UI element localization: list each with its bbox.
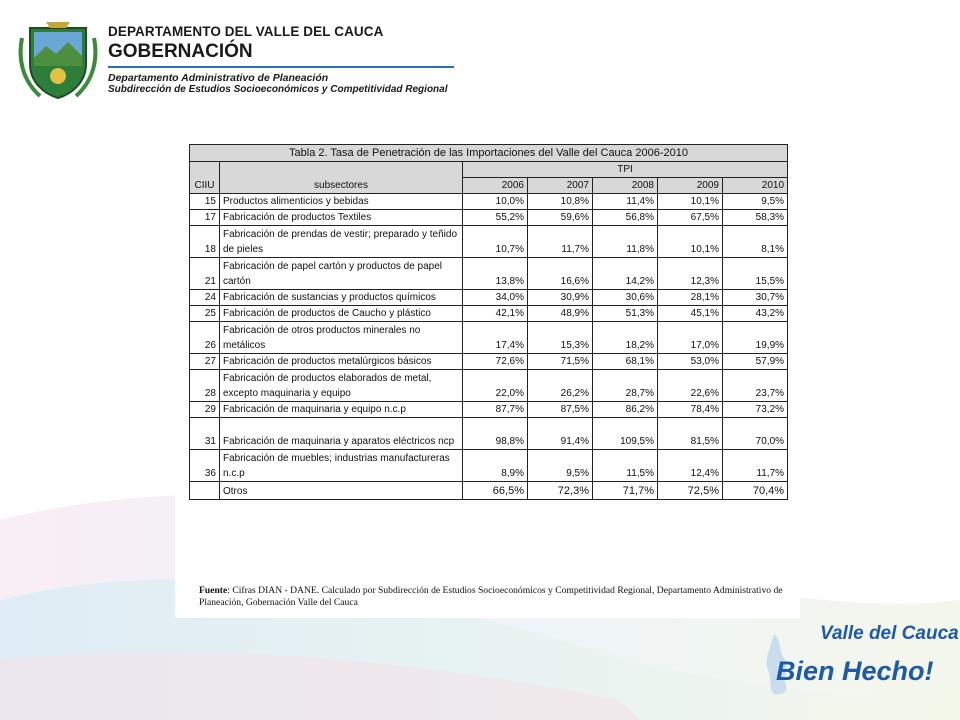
- table-panel: [175, 130, 800, 618]
- cell-value: 72,6%: [463, 354, 528, 370]
- cell-value: 9,5%: [723, 194, 788, 210]
- cell-value: 34,0%: [463, 290, 528, 306]
- cell-value: 16,6%: [528, 258, 593, 290]
- cell-value: 51,3%: [593, 306, 658, 322]
- cell-ciiu: 31: [190, 418, 220, 450]
- cell-value: 98,8%: [463, 418, 528, 450]
- cell-value: 23,7%: [723, 370, 788, 402]
- table-row: [190, 402, 788, 418]
- cell-subsector: Fabricación de papel cartón y productos de papel cartón: [220, 258, 463, 290]
- column-group-tpi: TPI: [463, 162, 788, 178]
- cell-subsector: Fabricación de maquinaria y aparatos eléctricos ncp: [220, 418, 463, 450]
- cell-ciiu: 27: [190, 354, 220, 370]
- cell-value: 17,4%: [463, 322, 528, 354]
- coat-of-arms-logo: [16, 18, 100, 102]
- cell-value: 10,1%: [658, 194, 723, 210]
- cell-subsector: Fabricación de prendas de vestir; preparado y teñido de pieles: [220, 226, 463, 258]
- cell-value: 57,9%: [723, 354, 788, 370]
- cell-value: 10,0%: [463, 194, 528, 210]
- cell-value: 30,7%: [723, 290, 788, 306]
- cell-value: 9,5%: [528, 450, 593, 482]
- cell-value: 81,5%: [658, 418, 723, 450]
- cell-value: 48,9%: [528, 306, 593, 322]
- cell-subsector: Fabricación de productos Textiles: [220, 210, 463, 226]
- cell-ciiu: 17: [190, 210, 220, 226]
- table-row: [190, 306, 788, 322]
- cell-subsector: Fabricación de productos metalúrgicos básicos: [220, 354, 463, 370]
- column-header-ciiu: CIIU: [190, 162, 220, 194]
- government-title: GOBERNACIÓN: [108, 41, 253, 62]
- cell-subsector: Otros: [220, 482, 463, 500]
- table-row: [190, 210, 788, 226]
- source-label: Fuente: [199, 585, 228, 596]
- cell-value: 15,5%: [723, 258, 788, 290]
- cell-ciiu: 18: [190, 226, 220, 258]
- cell-value: 59,6%: [528, 210, 593, 226]
- cell-subsector: Productos alimenticios y bebidas: [220, 194, 463, 210]
- cell-ciiu: 21: [190, 258, 220, 290]
- cell-subsector: Fabricación de sustancias y productos químicos: [220, 290, 463, 306]
- cell-value: 70,4%: [723, 482, 788, 500]
- cell-value: 56,8%: [593, 210, 658, 226]
- cell-ciiu: 24: [190, 290, 220, 306]
- cell-value: 71,5%: [528, 354, 593, 370]
- cell-value: 55,2%: [463, 210, 528, 226]
- cell-value: 30,9%: [528, 290, 593, 306]
- table-row: [190, 450, 788, 482]
- cell-subsector: Fabricación de productos elaborados de metal, excepto maquinaria y equipo: [220, 370, 463, 402]
- cell-value: 70,0%: [723, 418, 788, 450]
- header-divider: [108, 66, 454, 68]
- cell-value: 11,7%: [528, 226, 593, 258]
- cell-value: 22,6%: [658, 370, 723, 402]
- table-row: [190, 354, 788, 370]
- cell-ciiu: 36: [190, 450, 220, 482]
- planning-department: Departamento Administrativo de Planeación: [108, 72, 329, 84]
- cell-ciiu: 15: [190, 194, 220, 210]
- cell-value: 43,2%: [723, 306, 788, 322]
- cell-value: 10,7%: [463, 226, 528, 258]
- table-row: [190, 258, 788, 290]
- cell-value: 15,3%: [528, 322, 593, 354]
- cell-value: 8,9%: [463, 450, 528, 482]
- cell-ciiu: 25: [190, 306, 220, 322]
- cell-value: 87,5%: [528, 402, 593, 418]
- cell-value: 18,2%: [593, 322, 658, 354]
- subdirectorate: Subdirección de Estudios Socioeconómicos y Competitividad Regional: [108, 84, 448, 95]
- cell-value: 66,5%: [463, 482, 528, 500]
- brand-slogan: Bien Hecho!: [776, 656, 934, 686]
- cell-value: 12,4%: [658, 450, 723, 482]
- cell-value: 10,8%: [528, 194, 593, 210]
- cell-value: 11,7%: [723, 450, 788, 482]
- cell-value: 14,2%: [593, 258, 658, 290]
- cell-value: 67,5%: [658, 210, 723, 226]
- cell-subsector: Fabricación de productos de Caucho y plástico: [220, 306, 463, 322]
- cell-value: 28,1%: [658, 290, 723, 306]
- table-row: [190, 226, 788, 258]
- cell-value: 13,8%: [463, 258, 528, 290]
- cell-ciiu: 29: [190, 402, 220, 418]
- cell-value: 45,1%: [658, 306, 723, 322]
- brand-logo: [760, 620, 959, 700]
- table-row: [190, 370, 788, 402]
- cell-value: 78,4%: [658, 402, 723, 418]
- cell-value: 71,7%: [593, 482, 658, 500]
- table-row: [190, 194, 788, 210]
- cell-value: 11,5%: [593, 450, 658, 482]
- cell-value: 10,1%: [658, 226, 723, 258]
- table-row: [190, 290, 788, 306]
- cell-value: 8,1%: [723, 226, 788, 258]
- cell-value: 72,5%: [658, 482, 723, 500]
- cell-value: 30,6%: [593, 290, 658, 306]
- column-header-year: 2010: [723, 178, 788, 194]
- source-note: [199, 585, 789, 609]
- column-header-year: 2007: [528, 178, 593, 194]
- cell-ciiu: 28: [190, 370, 220, 402]
- cell-value: 87,7%: [463, 402, 528, 418]
- table-row: [190, 322, 788, 354]
- cell-value: 11,4%: [593, 194, 658, 210]
- cell-subsector: Fabricación de muebles; industrias manufactureras n.c.p: [220, 450, 463, 482]
- tpi-table: [189, 144, 788, 500]
- cell-value: 86,2%: [593, 402, 658, 418]
- cell-value: 72,3%: [528, 482, 593, 500]
- brand-name: Valle del Cauca: [820, 623, 959, 644]
- column-header-year: 2008: [593, 178, 658, 194]
- cell-subsector: Fabricación de maquinaria y equipo n.c.p: [220, 402, 463, 418]
- cell-ciiu-empty: [190, 482, 220, 500]
- source-text: : Cifras DIAN - DANE. Calculado por Subdirección de Estudios Socioeconómicos y Competitividad Regional, Departamento Administrativo de Planeación, Gobernación Valle del Cauca: [199, 585, 783, 608]
- column-header-year: 2009: [658, 178, 723, 194]
- cell-value: 42,1%: [463, 306, 528, 322]
- cell-value: 91,4%: [528, 418, 593, 450]
- cell-value: 53,0%: [658, 354, 723, 370]
- cell-value: 73,2%: [723, 402, 788, 418]
- cell-value: 109,5%: [593, 418, 658, 450]
- table-row: [190, 418, 788, 450]
- cell-value: 19,9%: [723, 322, 788, 354]
- cell-value: 26,2%: [528, 370, 593, 402]
- cell-value: 68,1%: [593, 354, 658, 370]
- header-text-block: [108, 24, 458, 95]
- cell-value: 58,3%: [723, 210, 788, 226]
- cell-value: 12,3%: [658, 258, 723, 290]
- column-header-year: 2006: [463, 178, 528, 194]
- cell-ciiu: 26: [190, 322, 220, 354]
- cell-value: 11,8%: [593, 226, 658, 258]
- cell-subsector: Fabricación de otros productos minerales no metálicos: [220, 322, 463, 354]
- table-row-otros: [190, 482, 788, 500]
- cell-value: 22,0%: [463, 370, 528, 402]
- column-header-subsectores: subsectores: [220, 162, 463, 194]
- cell-value: 17,0%: [658, 322, 723, 354]
- cell-value: 28,7%: [593, 370, 658, 402]
- department-name: DEPARTAMENTO DEL VALLE DEL CAUCA: [108, 24, 384, 39]
- table-title: Tabla 2. Tasa de Penetración de las Importaciones del Valle del Cauca 2006-2010: [190, 145, 788, 162]
